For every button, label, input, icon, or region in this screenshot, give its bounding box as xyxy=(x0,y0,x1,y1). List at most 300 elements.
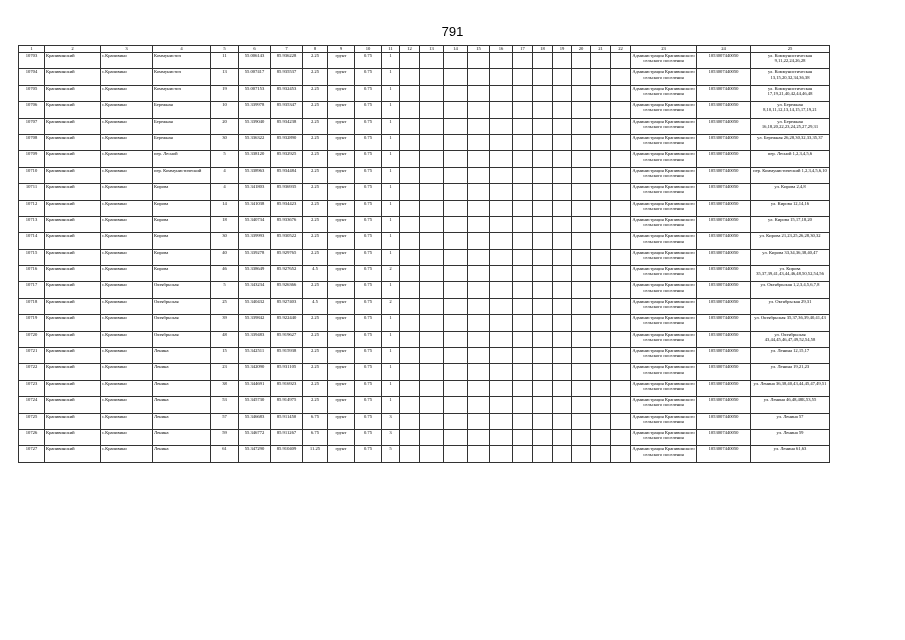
table-cell xyxy=(533,69,553,85)
table-cell xyxy=(513,315,533,331)
table-cell xyxy=(611,85,631,101)
table-cell: 3 xyxy=(382,429,400,445)
table-cell: с.Крапивино xyxy=(101,69,153,85)
table-cell xyxy=(420,380,444,396)
table-cell: 1 xyxy=(382,348,400,364)
table-cell: с.Крапивино xyxy=(101,364,153,380)
table-cell: 38 xyxy=(211,380,239,396)
table-cell: грунт xyxy=(328,167,355,183)
table-cell xyxy=(513,151,533,167)
table-cell xyxy=(444,102,468,118)
table-cell: Администрация Крапивинского сельского поселения xyxy=(631,184,697,200)
table-cell: 1 xyxy=(382,184,400,200)
table-cell: 2.25 xyxy=(303,134,328,150)
table-cell: ул. Кирова 35,37,39,41,43,44,46,48,50,52,54,56 xyxy=(751,266,830,282)
table-cell: 40 xyxy=(211,249,239,265)
table-cell xyxy=(444,315,468,331)
table-cell xyxy=(420,298,444,314)
table-cell xyxy=(513,184,533,200)
table-cell xyxy=(591,200,611,216)
table-cell xyxy=(490,315,513,331)
table-cell: 10724 xyxy=(19,397,45,413)
table-cell xyxy=(468,298,490,314)
table-cell: с.Крапивино xyxy=(101,216,153,232)
table-cell xyxy=(591,315,611,331)
table-cell xyxy=(490,102,513,118)
table-cell xyxy=(444,429,468,445)
table-cell: 1 xyxy=(382,216,400,232)
table-cell xyxy=(468,200,490,216)
table-cell xyxy=(513,134,533,150)
table-cell: 85.932925 xyxy=(271,151,303,167)
table-cell: грунт xyxy=(328,298,355,314)
table-cell xyxy=(400,413,420,429)
table-cell: ул. Коммунистическая 17,19,21,40,42,44,46,48 xyxy=(751,85,830,101)
table-cell xyxy=(513,446,533,462)
table-cell xyxy=(553,53,572,69)
table-cell xyxy=(490,134,513,150)
table-cell xyxy=(533,151,553,167)
table-cell xyxy=(553,167,572,183)
table-cell: грунт xyxy=(328,249,355,265)
table-cell: 10713 xyxy=(19,216,45,232)
table-cell xyxy=(553,413,572,429)
table-cell: Октябрьская xyxy=(153,315,211,331)
table-cell xyxy=(611,266,631,282)
table-cell xyxy=(591,413,611,429)
table-cell xyxy=(553,184,572,200)
table-cell: грунт xyxy=(328,216,355,232)
table-cell xyxy=(591,348,611,364)
table-cell xyxy=(468,233,490,249)
table-cell: 0.75 xyxy=(355,216,382,232)
table-cell: Администрация Крапивинского сельского поселения xyxy=(631,134,697,150)
table-cell xyxy=(444,348,468,364)
table-cell xyxy=(553,331,572,347)
table-cell xyxy=(553,380,572,396)
table-cell xyxy=(444,200,468,216)
table-cell: 10712 xyxy=(19,200,45,216)
table-cell xyxy=(572,429,591,445)
table-row xyxy=(19,134,830,150)
table-cell: 85.929765 xyxy=(271,249,303,265)
table-cell xyxy=(572,282,591,298)
table-cell xyxy=(572,315,591,331)
table-cell xyxy=(572,348,591,364)
table-cell: 2.25 xyxy=(303,348,328,364)
table-cell: 5 xyxy=(382,446,400,462)
table-cell xyxy=(533,315,553,331)
table-cell xyxy=(553,429,572,445)
table-cell: 2.25 xyxy=(303,118,328,134)
table-row xyxy=(19,429,830,445)
table-cell: 2.25 xyxy=(303,249,328,265)
table-cell: 2.25 xyxy=(303,53,328,69)
table-cell xyxy=(591,53,611,69)
table-cell xyxy=(468,446,490,462)
table-cell xyxy=(591,167,611,183)
table-cell: 1053007440050 xyxy=(697,397,751,413)
table-cell xyxy=(533,216,553,232)
table-cell xyxy=(513,200,533,216)
table-cell: грунт xyxy=(328,85,355,101)
table-cell: 2.25 xyxy=(303,282,328,298)
table-cell: 85.910409 xyxy=(271,446,303,462)
table-cell xyxy=(490,298,513,314)
table-cell: грунт xyxy=(328,315,355,331)
table-cell xyxy=(591,151,611,167)
table-cell xyxy=(572,216,591,232)
table-cell xyxy=(420,134,444,150)
table-cell: 53 xyxy=(211,397,239,413)
table-cell: 55.340734 xyxy=(239,216,271,232)
table-cell: с.Крапивино xyxy=(101,331,153,347)
table-cell xyxy=(533,397,553,413)
table-cell: 1 xyxy=(382,102,400,118)
table-cell: 1 xyxy=(382,315,400,331)
table-cell: Кирова xyxy=(153,184,211,200)
table-cell: 55.341038 xyxy=(239,200,271,216)
table-cell: 2.25 xyxy=(303,315,328,331)
table-cell xyxy=(611,216,631,232)
table-cell xyxy=(533,184,553,200)
table-cell: 1053007440050 xyxy=(697,216,751,232)
table-cell xyxy=(611,69,631,85)
column-header: 21 xyxy=(591,46,611,53)
table-cell: с.Крапивино xyxy=(101,282,153,298)
table-cell xyxy=(468,69,490,85)
table-cell xyxy=(420,69,444,85)
table-cell: Октябрьская xyxy=(153,282,211,298)
table-cell: 10 xyxy=(211,102,239,118)
table-cell: 1053007440050 xyxy=(697,167,751,183)
table-cell: ул. Кирова 12,14,16 xyxy=(751,200,830,216)
table-cell xyxy=(513,282,533,298)
table-cell: Крапивинский xyxy=(45,134,101,150)
table-cell: 1053007440050 xyxy=(697,184,751,200)
table-cell: 85.932453 xyxy=(271,85,303,101)
table-cell xyxy=(400,151,420,167)
table-cell xyxy=(513,85,533,101)
table-cell: 85.936228 xyxy=(271,53,303,69)
table-cell: 1053007440050 xyxy=(697,266,751,282)
table-cell: 0.75 xyxy=(355,331,382,347)
table-cell: Крапивинский xyxy=(45,266,101,282)
table-cell xyxy=(591,331,611,347)
table-cell xyxy=(572,266,591,282)
table-cell: ул. Октябрьская 1,2,3,4,5,6,7,8 xyxy=(751,282,830,298)
table-cell xyxy=(591,184,611,200)
table-cell: 1 xyxy=(382,118,400,134)
table-cell: 1053007440050 xyxy=(697,429,751,445)
table-cell xyxy=(513,429,533,445)
table-cell: ул. Октябрьская 29,31 xyxy=(751,298,830,314)
table-cell: 10708 xyxy=(19,134,45,150)
table-cell: 55.338963 xyxy=(239,167,271,183)
table-cell: Администрация Крапивинского сельского поселения xyxy=(631,429,697,445)
table-cell: с.Крапивино xyxy=(101,446,153,462)
table-cell: грунт xyxy=(328,53,355,69)
table-cell xyxy=(420,85,444,101)
table-cell: Крапивинский xyxy=(45,397,101,413)
table-cell: Администрация Крапивинского сельского поселения xyxy=(631,446,697,462)
table-cell: 1 xyxy=(382,233,400,249)
table-row xyxy=(19,184,830,200)
table-cell xyxy=(533,266,553,282)
table-cell: Ленина xyxy=(153,397,211,413)
table-cell xyxy=(572,69,591,85)
table-cell xyxy=(444,134,468,150)
table-cell xyxy=(533,413,553,429)
table-cell: 5 xyxy=(211,151,239,167)
table-cell: с.Крапивино xyxy=(101,429,153,445)
table-row xyxy=(19,216,830,232)
table-cell: ул. Ленина 19,21,23 xyxy=(751,364,830,380)
table-cell xyxy=(468,266,490,282)
table-cell xyxy=(490,184,513,200)
table-cell: Крапивинский xyxy=(45,380,101,396)
table-cell xyxy=(553,134,572,150)
table-cell: 85.911267 xyxy=(271,429,303,445)
table-cell xyxy=(490,200,513,216)
column-header: 3 xyxy=(101,46,153,53)
table-row xyxy=(19,85,830,101)
table-cell xyxy=(611,102,631,118)
table-cell: 1 xyxy=(382,151,400,167)
table-cell: 85.936935 xyxy=(271,184,303,200)
table-cell xyxy=(444,282,468,298)
table-cell xyxy=(553,266,572,282)
column-header: 17 xyxy=(513,46,533,53)
table-cell: 1053007440050 xyxy=(697,282,751,298)
table-cell: 3 xyxy=(382,413,400,429)
table-cell: 1053007440050 xyxy=(697,413,751,429)
table-cell: 1053007440050 xyxy=(697,134,751,150)
table-cell: 1053007440050 xyxy=(697,446,751,462)
table-cell xyxy=(468,118,490,134)
table-cell xyxy=(400,429,420,445)
table-cell: Ленина xyxy=(153,413,211,429)
table-cell: с.Крапивино xyxy=(101,151,153,167)
table-cell: грунт xyxy=(328,184,355,200)
table-cell: 11.25 xyxy=(303,446,328,462)
table-cell: 1 xyxy=(382,53,400,69)
table-cell xyxy=(444,118,468,134)
table-cell: Бережная xyxy=(153,102,211,118)
table-cell: 55.336322 xyxy=(239,134,271,150)
table-cell xyxy=(533,118,553,134)
table-cell: 10721 xyxy=(19,348,45,364)
table-cell: Октябрьская xyxy=(153,298,211,314)
table-cell: ул. Кирова 15,17,18,20 xyxy=(751,216,830,232)
table-cell xyxy=(400,282,420,298)
table-cell xyxy=(490,331,513,347)
table-cell: 23 xyxy=(211,364,239,380)
table-cell xyxy=(591,282,611,298)
table-cell: Администрация Крапивинского сельского поселения xyxy=(631,249,697,265)
table-cell: 61 xyxy=(211,446,239,462)
table-cell xyxy=(591,216,611,232)
table-cell: 2.25 xyxy=(303,151,328,167)
table-cell: ул. Ленина 61,63 xyxy=(751,446,830,462)
table-row xyxy=(19,446,830,462)
table-cell xyxy=(553,298,572,314)
table-cell: 1 xyxy=(382,364,400,380)
table-cell: 55.007153 xyxy=(239,85,271,101)
table-cell xyxy=(553,102,572,118)
column-header: 2 xyxy=(45,46,101,53)
table-cell xyxy=(400,397,420,413)
table-cell: 55.344691 xyxy=(239,380,271,396)
table-cell: 10705 xyxy=(19,85,45,101)
table-cell xyxy=(444,446,468,462)
table-cell: Крапивинский xyxy=(45,200,101,216)
table-cell xyxy=(572,446,591,462)
table-cell: 2.25 xyxy=(303,380,328,396)
table-cell: грунт xyxy=(328,118,355,134)
table-cell: ул. Бережная 8,10,11,12,13,14,15,17,19,21 xyxy=(751,102,830,118)
table-cell: Крапивинский xyxy=(45,151,101,167)
table-cell: 46 xyxy=(211,266,239,282)
table-cell: 0.75 xyxy=(355,233,382,249)
table-cell xyxy=(553,397,572,413)
table-cell xyxy=(572,53,591,69)
table-cell: 55.342511 xyxy=(239,348,271,364)
table-cell: 1053007440050 xyxy=(697,151,751,167)
column-header: 16 xyxy=(490,46,513,53)
table-cell xyxy=(444,397,468,413)
table-cell: Ленина xyxy=(153,364,211,380)
register-table xyxy=(18,45,830,463)
table-cell: пер. Лесной xyxy=(153,151,211,167)
table-cell xyxy=(444,331,468,347)
table-cell: 4 xyxy=(211,167,239,183)
table-cell xyxy=(553,348,572,364)
table-cell: с.Крапивино xyxy=(101,118,153,134)
table-cell: 2.25 xyxy=(303,216,328,232)
table-cell xyxy=(468,134,490,150)
table-cell: грунт xyxy=(328,348,355,364)
table-cell xyxy=(591,233,611,249)
table-cell: 1053007440050 xyxy=(697,298,751,314)
table-cell xyxy=(513,413,533,429)
column-header: 22 xyxy=(611,46,631,53)
table-cell: 10707 xyxy=(19,118,45,134)
table-cell: 1053007440050 xyxy=(697,69,751,85)
table-cell: с.Крапивино xyxy=(101,102,153,118)
table-cell xyxy=(572,331,591,347)
table-cell: Крапивинский xyxy=(45,118,101,134)
table-cell: 20 xyxy=(211,118,239,134)
table-cell xyxy=(611,282,631,298)
table-cell xyxy=(553,200,572,216)
table-cell xyxy=(490,118,513,134)
table-cell xyxy=(468,364,490,380)
table-cell xyxy=(420,216,444,232)
table-cell xyxy=(591,118,611,134)
table-cell: 55.339842 xyxy=(239,315,271,331)
table-cell: Коммунистич xyxy=(153,69,211,85)
table-cell: 5 xyxy=(211,282,239,298)
table-cell: 85.934238 xyxy=(271,118,303,134)
table-cell: с.Крапивино xyxy=(101,167,153,183)
table-cell xyxy=(468,331,490,347)
column-header: 7 xyxy=(271,46,303,53)
table-cell: ул. Бережная 16,18,20,22,23,24,25,27,29,31 xyxy=(751,118,830,134)
table-cell xyxy=(468,53,490,69)
table-cell: Октябрьская xyxy=(153,331,211,347)
table-cell xyxy=(553,151,572,167)
table-cell xyxy=(533,282,553,298)
table-cell xyxy=(444,364,468,380)
table-cell xyxy=(533,429,553,445)
table-cell xyxy=(490,69,513,85)
table-cell: 2.25 xyxy=(303,102,328,118)
table-cell xyxy=(513,167,533,183)
table-cell xyxy=(513,266,533,282)
table-cell xyxy=(468,380,490,396)
table-cell: с.Крапивино xyxy=(101,266,153,282)
column-header: 5 xyxy=(211,46,239,53)
table-cell: 4 xyxy=(211,184,239,200)
table-cell: с.Крапивино xyxy=(101,348,153,364)
table-cell: грунт xyxy=(328,266,355,282)
table-cell xyxy=(572,151,591,167)
table-cell xyxy=(468,151,490,167)
table-cell: 55.339993 xyxy=(239,233,271,249)
table-cell xyxy=(533,364,553,380)
table-cell xyxy=(533,331,553,347)
table-cell: 55.341803 xyxy=(239,184,271,200)
table-cell: Ленина xyxy=(153,429,211,445)
table-cell: Администрация Крапивинского сельского поселения xyxy=(631,216,697,232)
table-cell xyxy=(591,380,611,396)
table-cell: Крапивинский xyxy=(45,69,101,85)
table-cell xyxy=(533,249,553,265)
table-cell: 2.25 xyxy=(303,69,328,85)
table-cell xyxy=(400,348,420,364)
table-cell xyxy=(513,380,533,396)
table-cell: с.Крапивино xyxy=(101,200,153,216)
table-cell: грунт xyxy=(328,282,355,298)
table-cell: с.Крапивино xyxy=(101,85,153,101)
table-cell xyxy=(572,85,591,101)
table-cell xyxy=(468,184,490,200)
column-header: 15 xyxy=(468,46,490,53)
table-cell xyxy=(611,151,631,167)
table-cell: 2.25 xyxy=(303,85,328,101)
table-cell xyxy=(468,348,490,364)
table-cell xyxy=(444,216,468,232)
table-cell: грунт xyxy=(328,429,355,445)
table-cell xyxy=(572,200,591,216)
table-cell xyxy=(513,216,533,232)
table-cell: 10715 xyxy=(19,249,45,265)
table-cell: Администрация Крапивинского сельского поселения xyxy=(631,85,697,101)
table-cell xyxy=(533,167,553,183)
table-cell xyxy=(400,85,420,101)
table-cell: 10706 xyxy=(19,102,45,118)
table-cell xyxy=(611,134,631,150)
table-cell: Крапивинский xyxy=(45,298,101,314)
table-cell: Бережная xyxy=(153,118,211,134)
table-cell: Администрация Крапивинского сельского поселения xyxy=(631,315,697,331)
table-cell xyxy=(420,249,444,265)
table-cell xyxy=(513,102,533,118)
table-cell xyxy=(591,102,611,118)
table-cell: пер. Коммунистический 1,2,3,4,5,6,10 xyxy=(751,167,830,183)
table-cell: 10714 xyxy=(19,233,45,249)
